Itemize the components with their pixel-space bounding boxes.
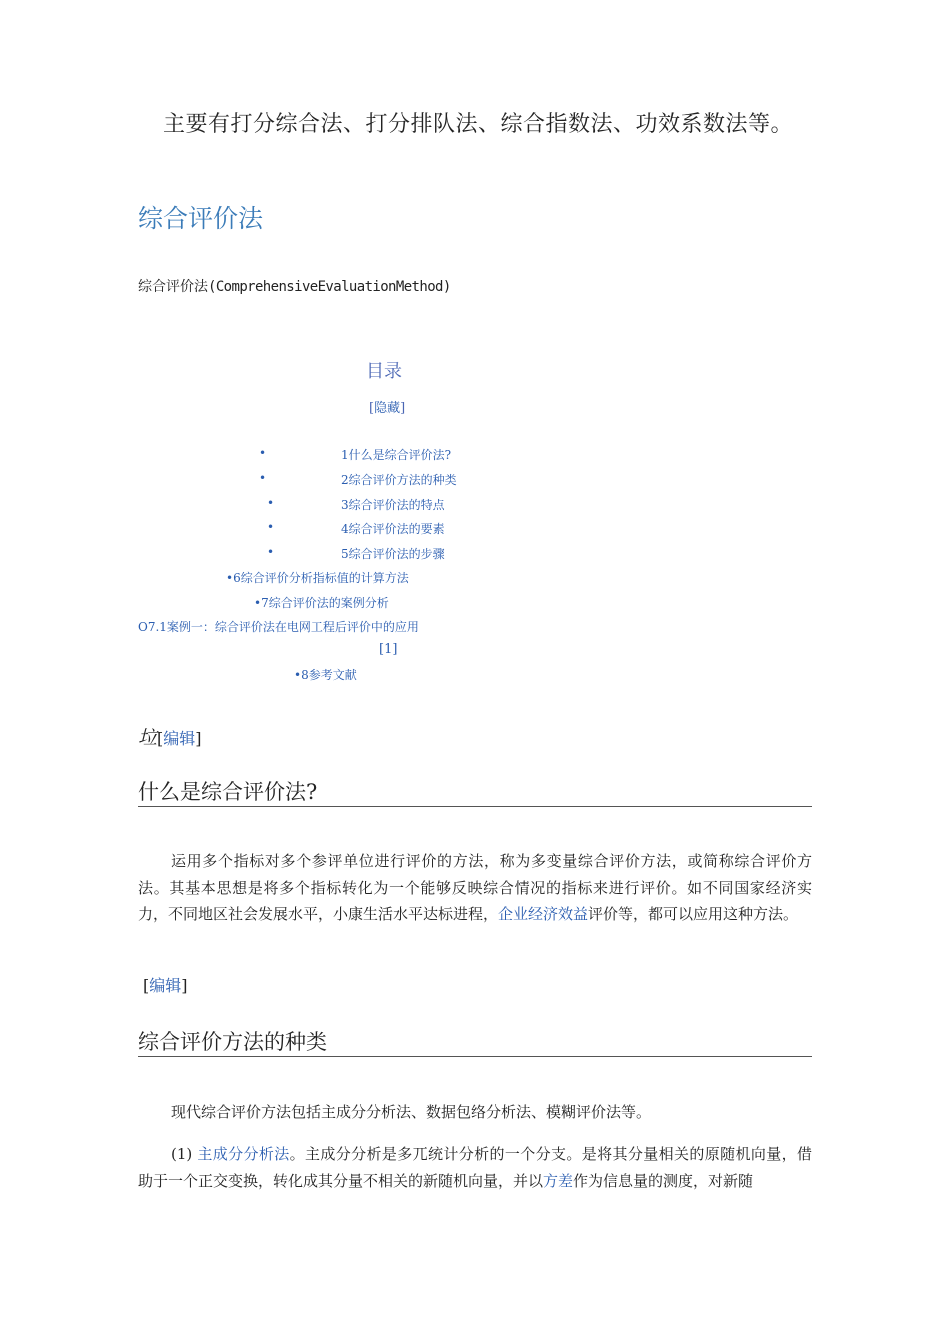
- toc-item-label: 什么是综合评价法?: [348, 448, 452, 462]
- section1-text-end: 评价等，都可以应用这种方法。: [588, 905, 799, 923]
- edit-open: [: [143, 976, 150, 995]
- toc-bullet: •: [267, 545, 275, 559]
- toc-item-num: 5: [341, 547, 349, 561]
- article-subtitle: [138, 276, 451, 296]
- edit-line-1: [138, 723, 202, 750]
- toc-item-label: 综合评价法的特点: [348, 498, 445, 512]
- subtitle-en: (ComprehensiveEvaluationMethod): [208, 279, 451, 295]
- toc-item-7[interactable]: •7综合评价法的案例分析: [254, 596, 389, 610]
- section1-text: 运用多个指标对多个参评单位进行评价的方法，称为多变量综合评价方法，或简称综合评价方法。其基本思想是将多个指标转化为一个能够反映综合情况的指标来进行评价。如不同国家经济实力，不同地区社会发展水平，小康生活水平达标进程，: [138, 852, 812, 923]
- toc-reference-mark[interactable]: [1]: [379, 642, 398, 657]
- toc-hide-toggle[interactable]: [369, 397, 405, 416]
- section1-paragraph: [138, 848, 812, 928]
- toc-title: 目录: [366, 361, 402, 382]
- toc-hide-close: ]: [400, 401, 406, 416]
- para2-prefix: (1): [171, 1145, 198, 1163]
- toc-bullet: •: [259, 446, 267, 460]
- pca-link[interactable]: 主成分分析法: [197, 1145, 290, 1163]
- toc-item-label: 综合评价法的步骤: [348, 547, 445, 561]
- edit-close: ]: [181, 976, 188, 995]
- toc-hide-open: [: [369, 401, 375, 416]
- toc-bullet: •: [267, 520, 275, 534]
- edit-prefix-glyph: 垃: [138, 727, 158, 749]
- edit-link[interactable]: 编辑: [149, 976, 182, 995]
- toc-item-3[interactable]: [341, 496, 445, 513]
- toc-item-num: 3: [341, 498, 349, 512]
- para2-text: 。主成分分析是多兀统计分析的一个分支。是将其分量相关的原随机向量，借助于一个正交变换，转化成其分量不相关的新随机向量，并以: [138, 1145, 812, 1190]
- edit-line-2: [143, 973, 188, 996]
- toc-item-6[interactable]: •6综合评价分析指标值的计算方法: [226, 571, 409, 585]
- toc-item-2[interactable]: [341, 471, 457, 488]
- toc-item-label: 综合评价方法的种类: [348, 473, 457, 487]
- toc-item-label: 综合评价法的要素: [348, 522, 445, 536]
- section-heading-what-is: 什么是综合评价法?: [138, 776, 812, 807]
- article-title: 综合评价法: [138, 204, 264, 233]
- para2-text-end: 作为信息量的测度，对新随: [573, 1171, 754, 1190]
- edit-link[interactable]: 编辑: [163, 729, 196, 748]
- toc-bullet: •: [267, 496, 275, 510]
- section-heading-types: 综合评价方法的种类: [138, 1026, 812, 1057]
- intro-line: 主要有打分综合法、打分排队法、综合指数法、功效系数法等。: [163, 112, 794, 137]
- edit-open: [: [157, 729, 164, 748]
- toc-item-8[interactable]: •8参考文献: [294, 668, 357, 682]
- enterprise-benefit-link[interactable]: 企业经济效益: [498, 905, 589, 923]
- toc-item-5[interactable]: [341, 545, 445, 562]
- subtitle-cn: 综合评价法: [138, 279, 208, 295]
- toc-bullet: •: [259, 471, 267, 485]
- toc-item-num: 2: [341, 473, 349, 487]
- toc-item-7-1[interactable]: O7.1案例一：综合评价法在电网工程后评价中的应用: [138, 620, 419, 634]
- section2-paragraph-2: [138, 1141, 812, 1194]
- edit-close: ]: [195, 729, 202, 748]
- toc-item-1[interactable]: [341, 446, 451, 463]
- toc-item-num: 4: [341, 522, 349, 536]
- toc-item-4[interactable]: [341, 520, 445, 537]
- variance-link[interactable]: 方差: [543, 1171, 574, 1190]
- section2-paragraph-1: 现代综合评价方法包括主成分分析法、数据包络分析法、模糊评价法等。: [171, 1103, 652, 1121]
- toc-hide-link[interactable]: 隐藏: [374, 401, 401, 416]
- toc-item-num: 1: [341, 448, 349, 462]
